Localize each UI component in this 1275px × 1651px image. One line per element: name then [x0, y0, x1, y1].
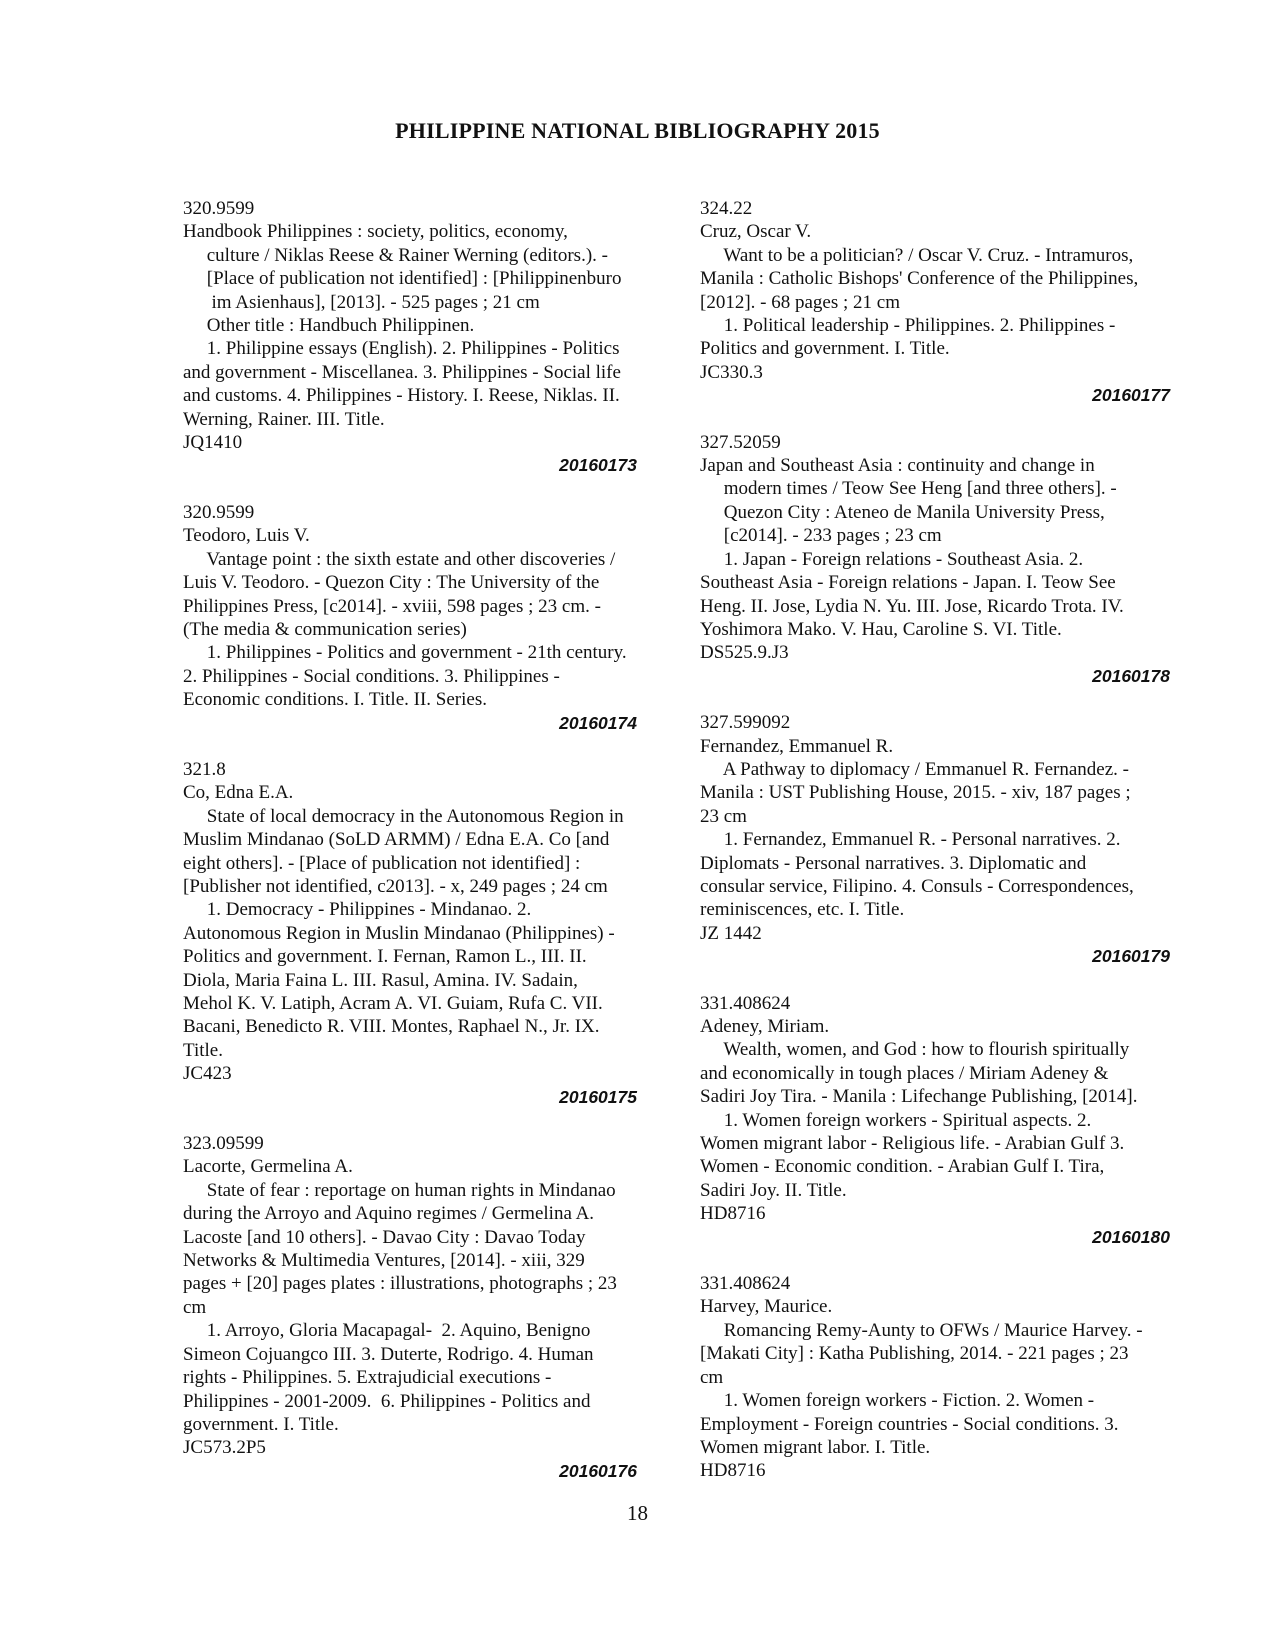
- record-number: 20160173: [559, 455, 637, 476]
- entry-line: Cruz, Oscar V.: [700, 221, 812, 243]
- record-number: 20160179: [1092, 946, 1170, 967]
- entry-line: Want to be a politician? / Oscar V. Cruz. - Intramuros,: [700, 244, 1134, 266]
- entry-line: JC330.3: [700, 361, 763, 383]
- call-number: 321.8: [183, 758, 226, 780]
- entry-line: 2. Philippines - Social conditions. 3. Philippines -: [183, 665, 560, 687]
- entry-line: Women migrant labor. I. Title.: [700, 1436, 931, 1458]
- entry-line: Philippines - 2001-2009. 6. Philippines - Politics and: [183, 1390, 591, 1412]
- entry-line: Politics and government. I. Fernan, Ramon L., III. II.: [183, 946, 587, 968]
- call-number: 323.09599: [183, 1133, 264, 1155]
- entry-line: Vantage point : the sixth estate and other discoveries /: [183, 548, 616, 570]
- entry-line: Bacani, Benedicto R. VIII. Montes, Raphael N., Jr. IX.: [183, 1016, 600, 1038]
- bibliography-entry: [700, 711, 1188, 968]
- entry-line: Adeney, Miriam.: [700, 1016, 830, 1037]
- bibliography-entry: [700, 992, 1188, 1249]
- entry-line: Quezon City : Ateneo de Manila University Press,: [700, 501, 1105, 523]
- entry-line: JZ 1442: [700, 922, 762, 944]
- entry-line: Sadiri Joy. II. Title.: [700, 1179, 847, 1201]
- entry-line: Simeon Cojuangco III. 3. Duterte, Rodrigo. 4. Human: [183, 1343, 594, 1365]
- entry-line: culture / Niklas Reese & Rainer Werning (editors.). -: [183, 244, 608, 266]
- entry-line: Manila : Catholic Bishops' Conference of the Philippines,: [700, 268, 1139, 290]
- entry-line: [Place of publication not identified] : [Philippinenburo: [183, 268, 622, 290]
- entry-line: 1. Philippine essays (English). 2. Philippines - Politics: [183, 338, 620, 360]
- entry-line: Lacoste [and 10 others]. - Davao City : Davao Today: [183, 1226, 586, 1248]
- call-number: 324.22: [700, 198, 753, 219]
- entry-line: Harvey, Maurice.: [700, 1296, 833, 1318]
- entry-line: A Pathway to diplomacy / Emmanuel R. Fernandez. -: [700, 758, 1130, 780]
- entry-line: State of local democracy in the Autonomous Region in: [183, 805, 624, 827]
- entry-line: Mehol K. V. Latiph, Acram A. VI. Guiam, Rufa C. VII.: [183, 993, 603, 1014]
- entry-line: 23 cm: [700, 805, 747, 827]
- entry-line: Fernandez, Emmanuel R.: [700, 735, 894, 757]
- entry-line: 1. Arroyo, Gloria Macapagal- 2. Aquino, Benigno: [183, 1320, 591, 1342]
- record-number: 20160180: [1092, 1226, 1170, 1247]
- entry-line: 1. Philippines - Politics and government - 21th century.: [183, 642, 627, 664]
- entry-line: cm: [183, 1296, 207, 1318]
- entry-line: consular service, Filipino. 4. Consuls - Correspondences,: [700, 875, 1134, 897]
- record-number: 20160178: [1092, 665, 1170, 686]
- call-number: 327.52059: [700, 431, 781, 453]
- entry-line: Employment - Foreign countries - Social conditions. 3.: [700, 1413, 1119, 1435]
- entry-line: Economic conditions. I. Title. II. Series.: [183, 689, 487, 711]
- bibliography-entry: [700, 197, 1188, 408]
- call-number: 331.408624: [700, 1273, 791, 1295]
- bibliography-entry: [183, 758, 655, 1109]
- entry-line: im Asienhaus], [2013]. - 525 pages ; 21 cm: [183, 291, 540, 313]
- entry-line: 1. Fernandez, Emmanuel R. - Personal narratives. 2.: [700, 829, 1121, 851]
- left-column: [183, 197, 655, 1506]
- entry-line: pages + [20] pages plates : illustrations, photographs ; 23: [183, 1273, 617, 1295]
- record-number: 20160176: [559, 1460, 637, 1481]
- entry-line: HD8716: [700, 1203, 766, 1225]
- entry-line: Lacorte, Germelina A.: [183, 1156, 353, 1178]
- call-number: 320.9599: [183, 501, 255, 523]
- entry-line: Teodoro, Luis V.: [183, 525, 310, 547]
- entry-line: DS525.9.J3: [700, 642, 789, 664]
- call-number: 320.9599: [183, 198, 255, 219]
- call-number: 331.408624: [700, 992, 791, 1014]
- record-number: 20160175: [559, 1086, 637, 1107]
- entry-line: Wealth, women, and God : how to flourish spiritually: [700, 1039, 1130, 1061]
- record-number: 20160177: [1092, 385, 1170, 406]
- entry-line: Yoshimora Mako. V. Hau, Caroline S. VI. Title.: [700, 618, 1062, 640]
- entry-line: Muslim Mindanao (SoLD ARMM) / Edna E.A. Co [and: [183, 829, 610, 851]
- entry-line: government. I. Title.: [183, 1413, 339, 1435]
- right-column: [700, 197, 1188, 1506]
- entry-line: Japan and Southeast Asia : continuity and change in: [700, 455, 1095, 477]
- entry-line: eight others]. - [Place of publication not identified] :: [183, 852, 581, 874]
- entry-line: 1. Women foreign workers - Spiritual aspects. 2.: [700, 1109, 1092, 1131]
- entry-line: Politics and government. I. Title.: [700, 338, 950, 360]
- bibliography-entry: [183, 501, 655, 735]
- bibliography-entry: [183, 1132, 655, 1483]
- entry-line: Autonomous Region in Muslin Mindanao (Philippines) -: [183, 922, 615, 944]
- entry-line: Co, Edna E.A.: [183, 782, 294, 804]
- entry-line: reminiscences, etc. I. Title.: [700, 899, 905, 921]
- entry-line: Romancing Remy-Aunty to OFWs / Maurice Harvey. -: [700, 1319, 1143, 1341]
- entry-line: JC423: [183, 1063, 232, 1085]
- entry-line: and economically in tough places / Miriam Adeney &: [700, 1062, 1109, 1084]
- entry-line: Women migrant labor - Religious life. - Arabian Gulf 3.: [700, 1133, 1125, 1155]
- entry-line: Diola, Maria Faina L. III. Rasul, Amina. IV. Sadain,: [183, 969, 578, 991]
- entry-line: Heng. II. Jose, Lydia N. Yu. III. Jose, Ricardo Trota. IV.: [700, 595, 1124, 617]
- bibliography-entry: [183, 197, 655, 478]
- entry-line: and customs. 4. Philippines - History. I. Reese, Niklas. II.: [183, 385, 620, 407]
- entry-line: and government - Miscellanea. 3. Philippines - Social life: [183, 361, 621, 383]
- entry-line: [Publisher not identified, c2013]. - x, 249 pages ; 24 cm: [183, 875, 608, 897]
- entry-line: Diplomats - Personal narratives. 3. Diplomatic and: [700, 852, 1087, 874]
- entry-line: cm: [700, 1366, 724, 1388]
- entry-line: modern times / Teow See Heng [and three others]. -: [700, 478, 1117, 500]
- entry-line: Title.: [183, 1039, 223, 1061]
- entry-line: rights - Philippines. 5. Extrajudicial executions -: [183, 1367, 552, 1389]
- entry-line: (The media & communication series): [183, 618, 467, 640]
- entry-line: Other title : Handbuch Philippinen.: [183, 315, 475, 337]
- entry-line: 1. Democracy - Philippines - Mindanao. 2.: [183, 899, 532, 921]
- entry-line: during the Arroyo and Aquino regimes / Germelina A.: [183, 1203, 595, 1225]
- entry-line: JC573.2P5: [183, 1437, 266, 1459]
- entry-line: Werning, Rainer. III. Title.: [183, 408, 385, 430]
- entry-line: Southeast Asia - Foreign relations - Japan. I. Teow See: [700, 572, 1116, 594]
- entry-line: Handbook Philippines : society, politics, economy,: [183, 221, 568, 243]
- bibliography-entry: [700, 1272, 1188, 1483]
- entry-line: JQ1410: [183, 432, 243, 454]
- entry-line: [Makati City] : Katha Publishing, 2014. - 221 pages ; 23: [700, 1343, 1129, 1365]
- entry-line: 1. Political leadership - Philippines. 2. Philippines -: [700, 315, 1116, 337]
- entry-line: [c2014]. - 233 pages ; 23 cm: [700, 525, 942, 547]
- entry-line: 1. Japan - Foreign relations - Southeast Asia. 2.: [700, 548, 1084, 570]
- entry-line: Manila : UST Publishing House, 2015. - xiv, 187 pages ;: [700, 782, 1131, 804]
- page-number: 18: [627, 1501, 648, 1525]
- entry-line: Philippines Press, [c2014]. - xviii, 598 pages ; 23 cm. -: [183, 595, 601, 617]
- bibliography-entry: [700, 431, 1188, 688]
- record-number: 20160174: [559, 712, 637, 733]
- entry-line: Networks & Multimedia Ventures, [2014]. - xiii, 329: [183, 1250, 585, 1272]
- entry-line: 1. Women foreign workers - Fiction. 2. Women -: [700, 1390, 1095, 1412]
- call-number: 327.599092: [700, 712, 791, 734]
- page-title: PHILIPPINE NATIONAL BIBLIOGRAPHY 2015: [395, 118, 880, 143]
- entry-line: Luis V. Teodoro. - Quezon City : The University of the: [183, 572, 600, 594]
- entry-line: Sadiri Joy Tira. - Manila : Lifechange Publishing, [2014].: [700, 1086, 1138, 1108]
- entry-line: HD8716: [700, 1460, 766, 1482]
- entry-line: State of fear : reportage on human rights in Mindanao: [183, 1179, 616, 1201]
- entry-line: Women - Economic condition. - Arabian Gulf I. Tira,: [700, 1156, 1105, 1178]
- entry-line: [2012]. - 68 pages ; 21 cm: [700, 291, 900, 313]
